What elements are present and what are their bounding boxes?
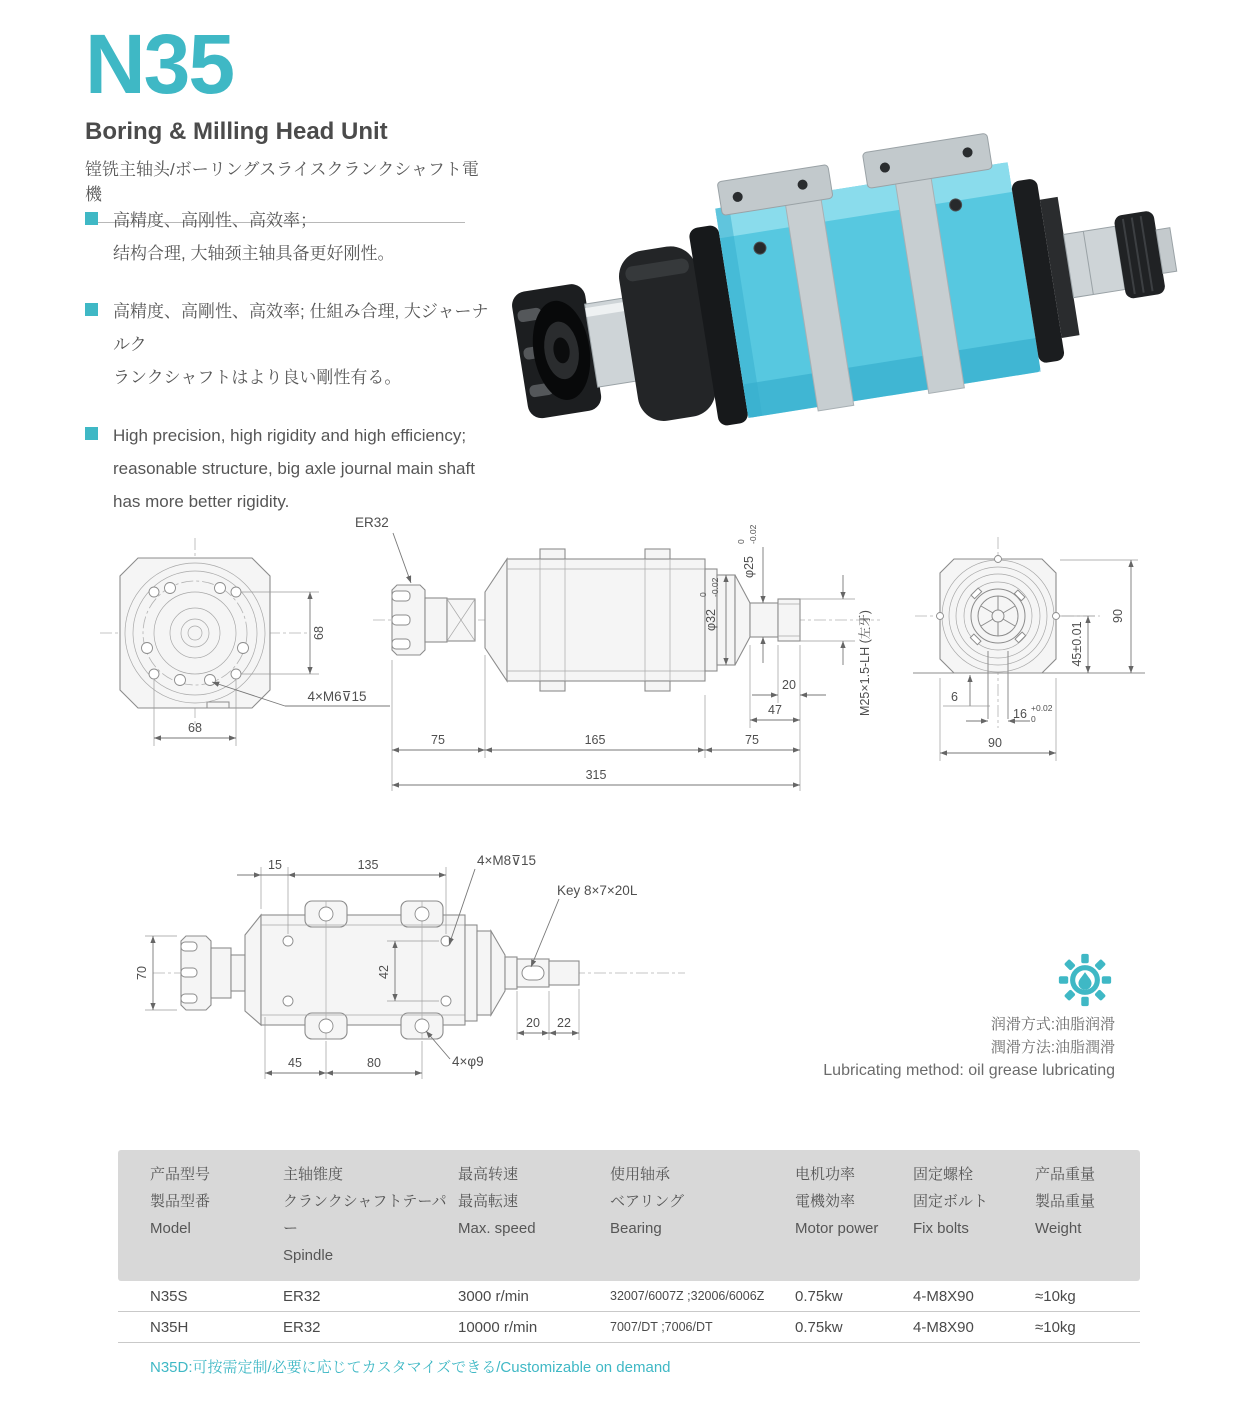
dim-phi25-tol-hi: 0	[736, 539, 746, 544]
bullet-square-icon	[85, 212, 98, 225]
dim-45: 45±0.01	[1070, 621, 1084, 667]
dim-165: 165	[584, 733, 606, 747]
col-header-fix-bolts: 固定螺栓 固定ボルト Fix bolts	[913, 1166, 989, 1237]
feature-list	[85, 204, 495, 543]
dim-phi32-tol-hi: 0	[698, 592, 708, 597]
dim-phi32-tol-lo: -0.02	[710, 577, 720, 597]
dim-15: 15	[268, 858, 282, 872]
label-tap-m8: 4×M8⊽15	[477, 853, 537, 868]
table-row	[118, 1312, 1140, 1343]
label-er32: ER32	[355, 515, 389, 530]
dim-16-tol-lo: 0	[1031, 714, 1036, 724]
col-header-bearing: 使用轴承 ベアリング Bearing	[610, 1166, 685, 1237]
drawing-end-view	[895, 523, 1225, 773]
cell-spindle: ER32	[283, 1319, 321, 1336]
dim-16: 16	[1013, 707, 1027, 721]
dim-70: 70	[135, 966, 149, 980]
feature-line: 高精度、高刚性、高效率；	[113, 211, 317, 230]
bullet-square-icon	[85, 303, 98, 316]
col-header-model: 产品型号 製品型番 Model	[150, 1166, 211, 1237]
cell-max-speed: 3000 r/min	[458, 1288, 529, 1305]
cell-bearing: 32007/6007Z ;32006/6006Z	[610, 1289, 765, 1303]
dim-75-right: 75	[745, 733, 759, 747]
cell-model: N35S	[150, 1288, 188, 1305]
drawing-side-view	[335, 495, 910, 825]
dim-42: 42	[377, 965, 391, 979]
lubrication-en: Lubricating method: oil grease lubricating	[823, 1062, 1115, 1079]
dim-45-bottom: 45	[288, 1056, 302, 1070]
page-title: N35	[85, 17, 234, 111]
dim-68-horizontal: 68	[188, 721, 202, 735]
spec-table-header	[118, 1150, 1140, 1281]
dim-phi25-tol-lo: -0.02	[748, 524, 758, 544]
dim-22-key: 22	[557, 1016, 571, 1030]
dim-315: 315	[585, 768, 607, 782]
drawing-top-view	[125, 835, 725, 1115]
lubrication-info	[700, 952, 1115, 1082]
header	[85, 17, 485, 223]
label-key: Key 8×7×20L	[557, 883, 638, 898]
dim-47: 47	[768, 703, 782, 717]
dim-6: 6	[951, 690, 958, 704]
cell-bearing: 7007/DT ;7006/DT	[610, 1320, 713, 1334]
cell-fix-bolts: 4-M8X90	[913, 1319, 974, 1336]
dim-75-left: 75	[431, 733, 445, 747]
lubrication-zh: 润滑方式:油脂润滑	[990, 1016, 1115, 1033]
cell-spindle: ER32	[283, 1288, 321, 1305]
dim-68-vertical: 68	[312, 626, 326, 640]
cell-motor-power: 0.75kw	[795, 1319, 843, 1336]
dim-90-vertical: 90	[1111, 609, 1125, 623]
col-header-weight: 产品重量 製品重量 Weight	[1035, 1166, 1096, 1237]
col-header-max-speed: 最高转速 最高転速 Max. speed	[458, 1166, 536, 1237]
label-thread-m25: M25×1.5-LH (左牙)	[858, 610, 872, 716]
product-name: Boring & Milling Head Unit	[85, 118, 388, 145]
feature-line: 高精度、高剛性、高效率; 仕組み合理, 大ジャーナルク	[113, 302, 489, 354]
lubrication-ja: 潤滑方法:油脂潤滑	[990, 1039, 1115, 1056]
cell-weight: ≈10kg	[1035, 1288, 1076, 1305]
dim-phi25: φ25	[742, 555, 756, 579]
cell-max-speed: 10000 r/min	[458, 1319, 538, 1336]
cell-fix-bolts: 4-M8X90	[913, 1288, 974, 1305]
feature-ja	[85, 295, 495, 394]
bullet-square-icon	[85, 427, 98, 440]
label-holes-phi9: 4×φ9	[452, 1054, 484, 1069]
col-header-spindle: 主轴锥度 クランクシャフトテーパー Spindle	[283, 1166, 447, 1264]
feature-line: has more better rigidity.	[113, 492, 290, 511]
dim-phi32: φ32	[704, 608, 718, 632]
cell-weight: ≈10kg	[1035, 1319, 1076, 1336]
dim-135: 135	[357, 858, 379, 872]
feature-line: ランクシャフトはより良い剛性有る。	[113, 368, 402, 387]
spec-table	[118, 1150, 1140, 1377]
dim-16-tol-hi: +0.02	[1031, 703, 1053, 713]
product-name-cjk: 镗铣主轴头/ボーリングスライスクランクシャフト電機	[85, 160, 479, 204]
product-render-image	[468, 104, 1188, 464]
cell-motor-power: 0.75kw	[795, 1288, 843, 1305]
feature-line: High precision, high rigidity and high efficiency;	[113, 426, 467, 445]
dim-20-key: 20	[526, 1016, 540, 1030]
dim-90-horizontal: 90	[988, 736, 1002, 750]
table-row	[118, 1281, 1140, 1312]
feature-line: reasonable structure, big axle journal main shaft	[113, 459, 475, 478]
custom-note: N35D:可按需定制/必要に応じてカスタマイズできる/Customizable on demand	[150, 1359, 671, 1376]
cell-model: N35H	[150, 1319, 189, 1336]
dim-20: 20	[782, 678, 796, 692]
grease-gear-icon	[1057, 952, 1113, 1008]
feature-zh	[85, 204, 495, 270]
label-tap-m6: 4×M6⊽15	[307, 689, 367, 704]
col-header-motor-power: 电机功率 電機効率 Motor power	[795, 1166, 879, 1237]
dim-80: 80	[367, 1056, 381, 1070]
feature-line: 结构合理, 大轴颈主轴具备更好刚性。	[113, 244, 395, 263]
